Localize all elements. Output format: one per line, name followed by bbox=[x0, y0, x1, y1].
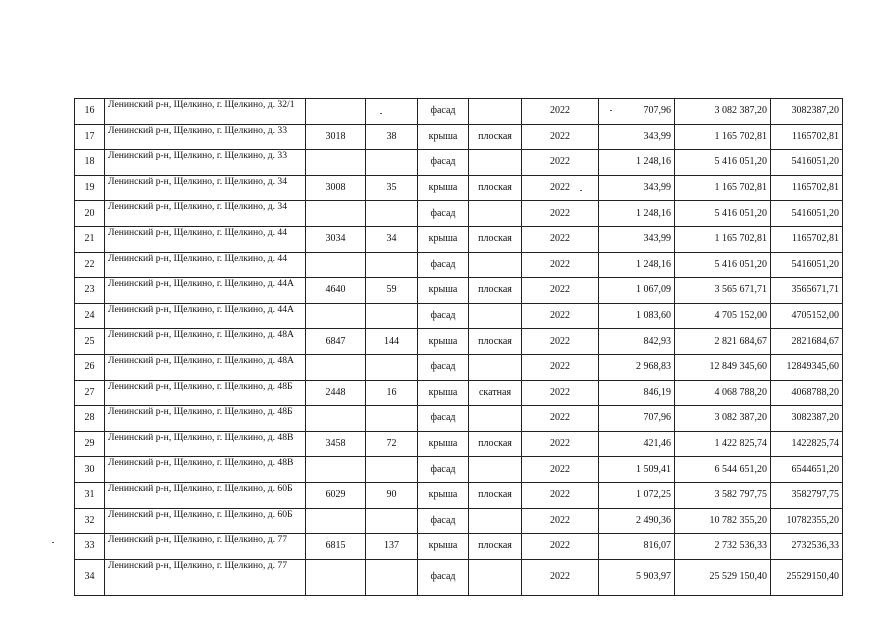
row-number: 19 bbox=[75, 175, 105, 201]
row-number: 17 bbox=[75, 124, 105, 150]
table-row bbox=[75, 482, 843, 508]
total-cost-plain-cell: 3082387,20 bbox=[771, 99, 843, 125]
total-cost-cell: 12 849 345,60 bbox=[675, 354, 771, 380]
work-type-cell: фасад bbox=[418, 354, 469, 380]
row-number: 25 bbox=[75, 329, 105, 355]
roof-type-cell: плоская bbox=[469, 124, 522, 150]
unit-cost-cell: 1 083,60 bbox=[599, 303, 675, 329]
work-type-cell: крыша bbox=[418, 329, 469, 355]
work-type-cell: крыша bbox=[418, 431, 469, 457]
apartments-cell: 59 bbox=[366, 278, 418, 304]
unit-cost-cell: 842,93 bbox=[599, 329, 675, 355]
table-body bbox=[75, 99, 843, 596]
row-number: 34 bbox=[75, 559, 105, 595]
area-cell bbox=[306, 354, 366, 380]
total-cost-plain-cell: 2821684,67 bbox=[771, 329, 843, 355]
work-type-cell: фасад bbox=[418, 201, 469, 227]
row-number: 24 bbox=[75, 303, 105, 329]
address-cell: Ленинский р-н, Щелкино, г. Щелкино, д. 44 bbox=[105, 252, 306, 278]
address-cell: Ленинский р-н, Щелкино, г. Щелкино, д. 34 bbox=[105, 175, 306, 201]
total-cost-cell: 3 082 387,20 bbox=[675, 406, 771, 432]
area-cell bbox=[306, 99, 366, 125]
work-type-cell: крыша bbox=[418, 175, 469, 201]
area-cell bbox=[306, 303, 366, 329]
roof-type-cell: плоская bbox=[469, 482, 522, 508]
unit-cost-cell: 816,07 bbox=[599, 534, 675, 560]
total-cost-cell: 1 422 825,74 bbox=[675, 431, 771, 457]
apartments-cell: 34 bbox=[366, 226, 418, 252]
total-cost-plain-cell: 12849345,60 bbox=[771, 354, 843, 380]
work-type-cell: крыша bbox=[418, 278, 469, 304]
total-cost-plain-cell: 5416051,20 bbox=[771, 252, 843, 278]
area-cell: 3458 bbox=[306, 431, 366, 457]
table-row bbox=[75, 278, 843, 304]
work-type-cell: фасад bbox=[418, 457, 469, 483]
row-number: 16 bbox=[75, 99, 105, 125]
row-number: 33 bbox=[75, 534, 105, 560]
unit-cost-cell: 846,19 bbox=[599, 380, 675, 406]
address-cell: Ленинский р-н, Щелкино, г. Щелкино, д. 48Б bbox=[105, 380, 306, 406]
apartments-cell: 137 bbox=[366, 534, 418, 560]
roof-type-cell bbox=[469, 99, 522, 125]
roof-type-cell bbox=[469, 406, 522, 432]
table-row bbox=[75, 175, 843, 201]
area-cell bbox=[306, 406, 366, 432]
row-number: 31 bbox=[75, 482, 105, 508]
address-cell: Ленинский р-н, Щелкино, г. Щелкино, д. 48В bbox=[105, 431, 306, 457]
table-row bbox=[75, 559, 843, 595]
work-type-cell: фасад bbox=[418, 406, 469, 432]
table-row bbox=[75, 457, 843, 483]
total-cost-cell: 4 068 788,20 bbox=[675, 380, 771, 406]
year-cell: 2022 bbox=[522, 303, 599, 329]
table-row bbox=[75, 150, 843, 176]
work-type-cell: крыша bbox=[418, 534, 469, 560]
apartments-cell bbox=[366, 354, 418, 380]
unit-cost-cell: 1 248,16 bbox=[599, 201, 675, 227]
year-cell: 2022 bbox=[522, 150, 599, 176]
address-cell: Ленинский р-н, Щелкино, г. Щелкино, д. 77 bbox=[105, 559, 306, 595]
area-cell bbox=[306, 457, 366, 483]
apartments-cell: 144 bbox=[366, 329, 418, 355]
row-number: 30 bbox=[75, 457, 105, 483]
table-row bbox=[75, 99, 843, 125]
year-cell: 2022 bbox=[522, 508, 599, 534]
address-cell: Ленинский р-н, Щелкино, г. Щелкино, д. 48В bbox=[105, 457, 306, 483]
apartments-cell bbox=[366, 252, 418, 278]
work-type-cell: фасад bbox=[418, 508, 469, 534]
year-cell: 2022 bbox=[522, 124, 599, 150]
table-row bbox=[75, 329, 843, 355]
apartments-cell bbox=[366, 559, 418, 595]
row-number: 27 bbox=[75, 380, 105, 406]
roof-type-cell bbox=[469, 559, 522, 595]
year-cell: 2022 bbox=[522, 431, 599, 457]
apartments-cell bbox=[366, 99, 418, 125]
area-cell: 3008 bbox=[306, 175, 366, 201]
apartments-cell bbox=[366, 150, 418, 176]
total-cost-plain-cell: 5416051,20 bbox=[771, 201, 843, 227]
address-cell: Ленинский р-н, Щелкино, г. Щелкино, д. 48Б bbox=[105, 406, 306, 432]
work-type-cell: крыша bbox=[418, 226, 469, 252]
total-cost-plain-cell: 10782355,20 bbox=[771, 508, 843, 534]
total-cost-cell: 5 416 051,20 bbox=[675, 201, 771, 227]
total-cost-plain-cell: 5416051,20 bbox=[771, 150, 843, 176]
table-row bbox=[75, 431, 843, 457]
roof-type-cell: плоская bbox=[469, 431, 522, 457]
address-cell: Ленинский р-н, Щелкино, г. Щелкино, д. 34 bbox=[105, 201, 306, 227]
area-cell bbox=[306, 150, 366, 176]
roof-type-cell bbox=[469, 508, 522, 534]
year-cell: 2022 bbox=[522, 559, 599, 595]
total-cost-cell: 2 732 536,33 bbox=[675, 534, 771, 560]
unit-cost-cell: 707,96 bbox=[599, 99, 675, 125]
roof-type-cell: плоская bbox=[469, 226, 522, 252]
unit-cost-cell: 343,99 bbox=[599, 226, 675, 252]
row-number: 22 bbox=[75, 252, 105, 278]
year-cell: 2022 bbox=[522, 457, 599, 483]
total-cost-cell: 5 416 051,20 bbox=[675, 150, 771, 176]
area-cell bbox=[306, 559, 366, 595]
address-cell: Ленинский р-н, Щелкино, г. Щелкино, д. 44А bbox=[105, 278, 306, 304]
row-number: 32 bbox=[75, 508, 105, 534]
total-cost-plain-cell: 3582797,75 bbox=[771, 482, 843, 508]
address-cell: Ленинский р-н, Щелкино, г. Щелкино, д. 44 bbox=[105, 226, 306, 252]
unit-cost-cell: 5 903,97 bbox=[599, 559, 675, 595]
year-cell: 2022 bbox=[522, 278, 599, 304]
scan-speck bbox=[52, 542, 54, 543]
roof-type-cell bbox=[469, 201, 522, 227]
table-row bbox=[75, 406, 843, 432]
table-row bbox=[75, 226, 843, 252]
total-cost-plain-cell: 6544651,20 bbox=[771, 457, 843, 483]
scan-speck bbox=[580, 190, 582, 191]
area-cell: 4640 bbox=[306, 278, 366, 304]
total-cost-cell: 6 544 651,20 bbox=[675, 457, 771, 483]
total-cost-cell: 25 529 150,40 bbox=[675, 559, 771, 595]
roof-type-cell: плоская bbox=[469, 329, 522, 355]
row-number: 21 bbox=[75, 226, 105, 252]
area-cell: 2448 bbox=[306, 380, 366, 406]
roof-type-cell: плоская bbox=[469, 278, 522, 304]
roof-type-cell bbox=[469, 252, 522, 278]
work-type-cell: фасад bbox=[418, 559, 469, 595]
total-cost-plain-cell: 2732536,33 bbox=[771, 534, 843, 560]
total-cost-plain-cell: 25529150,40 bbox=[771, 559, 843, 595]
table-row bbox=[75, 303, 843, 329]
area-cell: 6815 bbox=[306, 534, 366, 560]
roof-type-cell bbox=[469, 150, 522, 176]
area-cell: 3018 bbox=[306, 124, 366, 150]
total-cost-plain-cell: 1165702,81 bbox=[771, 226, 843, 252]
total-cost-plain-cell: 3082387,20 bbox=[771, 406, 843, 432]
roof-type-cell bbox=[469, 354, 522, 380]
address-cell: Ленинский р-н, Щелкино, г. Щелкино, д. 33 bbox=[105, 124, 306, 150]
year-cell: 2022 bbox=[522, 354, 599, 380]
row-number: 18 bbox=[75, 150, 105, 176]
address-cell: Ленинский р-н, Щелкино, г. Щелкино, д. 44А bbox=[105, 303, 306, 329]
year-cell: 2022 bbox=[522, 99, 599, 125]
work-type-cell: фасад bbox=[418, 99, 469, 125]
area-cell: 6847 bbox=[306, 329, 366, 355]
work-type-cell: крыша bbox=[418, 124, 469, 150]
row-number: 29 bbox=[75, 431, 105, 457]
address-cell: Ленинский р-н, Щелкино, г. Щелкино, д. 33 bbox=[105, 150, 306, 176]
unit-cost-cell: 421,46 bbox=[599, 431, 675, 457]
unit-cost-cell: 343,99 bbox=[599, 175, 675, 201]
year-cell: 2022 bbox=[522, 175, 599, 201]
work-type-cell: крыша bbox=[418, 482, 469, 508]
unit-cost-cell: 2 968,83 bbox=[599, 354, 675, 380]
unit-cost-cell: 1 248,16 bbox=[599, 150, 675, 176]
work-type-cell: фасад bbox=[418, 150, 469, 176]
roof-type-cell: плоская bbox=[469, 175, 522, 201]
address-cell: Ленинский р-н, Щелкино, г. Щелкино, д. 60Б bbox=[105, 508, 306, 534]
work-type-cell: крыша bbox=[418, 380, 469, 406]
roof-type-cell: плоская bbox=[469, 534, 522, 560]
apartments-cell bbox=[366, 457, 418, 483]
area-cell: 6029 bbox=[306, 482, 366, 508]
area-cell: 3034 bbox=[306, 226, 366, 252]
year-cell: 2022 bbox=[522, 226, 599, 252]
total-cost-cell: 1 165 702,81 bbox=[675, 226, 771, 252]
roof-type-cell bbox=[469, 457, 522, 483]
unit-cost-cell: 343,99 bbox=[599, 124, 675, 150]
work-type-cell: фасад bbox=[418, 252, 469, 278]
repair-schedule-table bbox=[74, 98, 843, 596]
total-cost-cell: 5 416 051,20 bbox=[675, 252, 771, 278]
total-cost-plain-cell: 1165702,81 bbox=[771, 175, 843, 201]
apartments-cell bbox=[366, 303, 418, 329]
address-cell: Ленинский р-н, Щелкино, г. Щелкино, д. 77 bbox=[105, 534, 306, 560]
total-cost-cell: 1 165 702,81 bbox=[675, 175, 771, 201]
apartments-cell: 38 bbox=[366, 124, 418, 150]
unit-cost-cell: 1 072,25 bbox=[599, 482, 675, 508]
total-cost-plain-cell: 1422825,74 bbox=[771, 431, 843, 457]
year-cell: 2022 bbox=[522, 534, 599, 560]
address-cell: Ленинский р-н, Щелкино, г. Щелкино, д. 60Б bbox=[105, 482, 306, 508]
apartments-cell bbox=[366, 201, 418, 227]
table-row bbox=[75, 252, 843, 278]
unit-cost-cell: 707,96 bbox=[599, 406, 675, 432]
year-cell: 2022 bbox=[522, 482, 599, 508]
year-cell: 2022 bbox=[522, 380, 599, 406]
table-row bbox=[75, 201, 843, 227]
table-row bbox=[75, 124, 843, 150]
unit-cost-cell: 1 509,41 bbox=[599, 457, 675, 483]
address-cell: Ленинский р-н, Щелкино, г. Щелкино, д. 48А bbox=[105, 329, 306, 355]
total-cost-cell: 3 082 387,20 bbox=[675, 99, 771, 125]
table-row bbox=[75, 534, 843, 560]
unit-cost-cell: 1 067,09 bbox=[599, 278, 675, 304]
row-number: 20 bbox=[75, 201, 105, 227]
year-cell: 2022 bbox=[522, 329, 599, 355]
roof-type-cell: скатная bbox=[469, 380, 522, 406]
row-number: 28 bbox=[75, 406, 105, 432]
total-cost-cell: 3 565 671,71 bbox=[675, 278, 771, 304]
row-number: 26 bbox=[75, 354, 105, 380]
total-cost-plain-cell: 1165702,81 bbox=[771, 124, 843, 150]
apartments-cell: 35 bbox=[366, 175, 418, 201]
area-cell bbox=[306, 201, 366, 227]
year-cell: 2022 bbox=[522, 201, 599, 227]
area-cell bbox=[306, 508, 366, 534]
address-cell: Ленинский р-н, Щелкино, г. Щелкино, д. 48А bbox=[105, 354, 306, 380]
total-cost-cell: 2 821 684,67 bbox=[675, 329, 771, 355]
total-cost-plain-cell: 4068788,20 bbox=[771, 380, 843, 406]
total-cost-cell: 10 782 355,20 bbox=[675, 508, 771, 534]
table-row bbox=[75, 380, 843, 406]
row-number: 23 bbox=[75, 278, 105, 304]
unit-cost-cell: 1 248,16 bbox=[599, 252, 675, 278]
total-cost-plain-cell: 4705152,00 bbox=[771, 303, 843, 329]
apartments-cell bbox=[366, 508, 418, 534]
area-cell bbox=[306, 252, 366, 278]
year-cell: 2022 bbox=[522, 406, 599, 432]
total-cost-cell: 1 165 702,81 bbox=[675, 124, 771, 150]
table-row bbox=[75, 354, 843, 380]
apartments-cell: 72 bbox=[366, 431, 418, 457]
apartments-cell: 16 bbox=[366, 380, 418, 406]
scan-speck bbox=[380, 113, 382, 114]
apartments-cell: 90 bbox=[366, 482, 418, 508]
work-type-cell: фасад bbox=[418, 303, 469, 329]
apartments-cell bbox=[366, 406, 418, 432]
scan-speck bbox=[610, 110, 612, 111]
total-cost-plain-cell: 3565671,71 bbox=[771, 278, 843, 304]
table-row bbox=[75, 508, 843, 534]
year-cell: 2022 bbox=[522, 252, 599, 278]
unit-cost-cell: 2 490,36 bbox=[599, 508, 675, 534]
total-cost-cell: 3 582 797,75 bbox=[675, 482, 771, 508]
roof-type-cell bbox=[469, 303, 522, 329]
total-cost-cell: 4 705 152,00 bbox=[675, 303, 771, 329]
address-cell: Ленинский р-н, Щелкино, г. Щелкино, д. 32/1 bbox=[105, 99, 306, 125]
